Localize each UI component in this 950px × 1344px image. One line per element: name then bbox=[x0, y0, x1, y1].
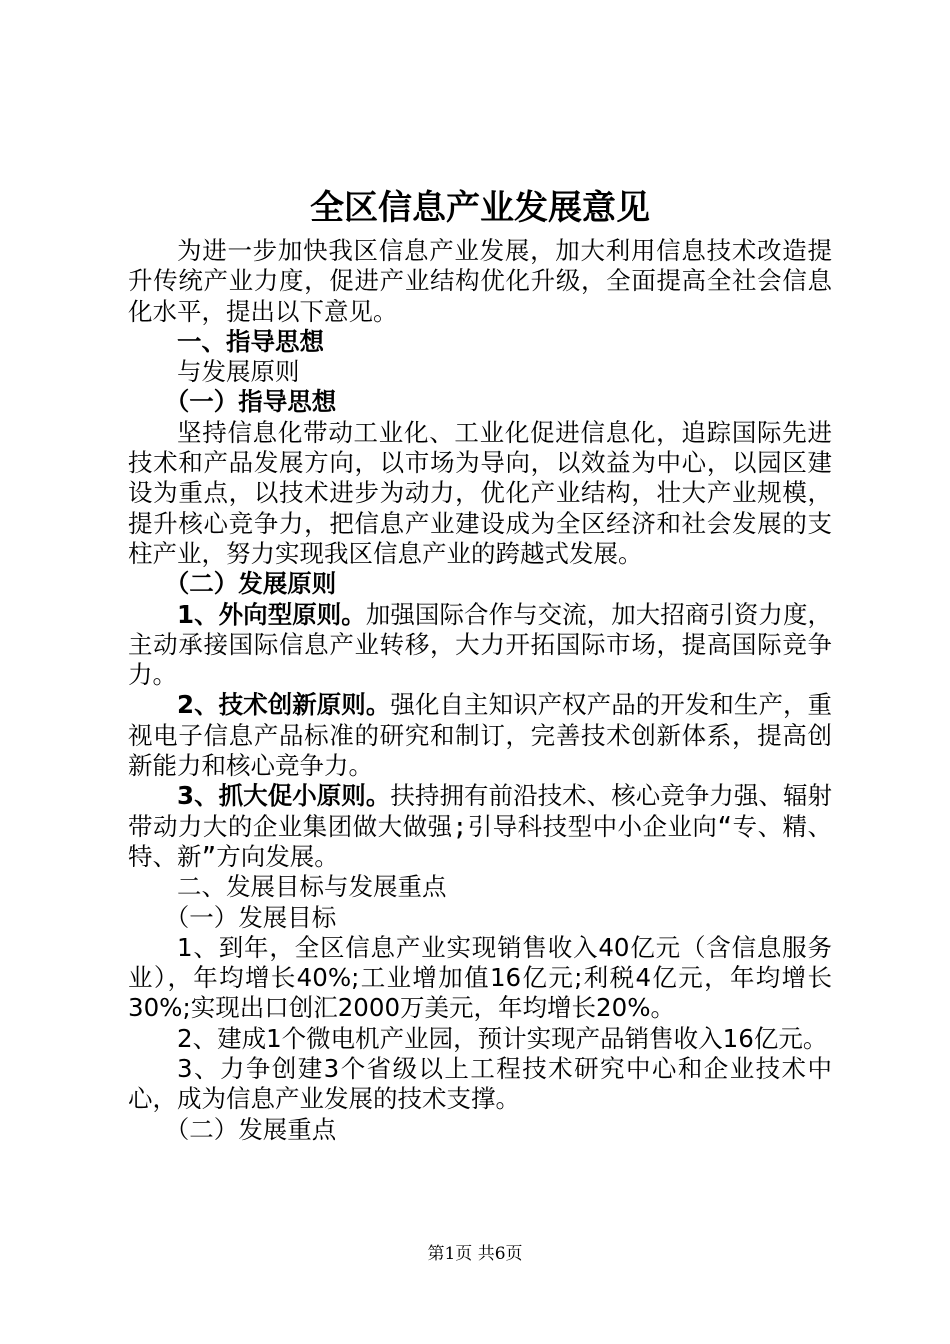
principle-item-text: 扶持拥有前沿技术、核心竞争力强、辐射带动力大的企业集团做大做强;引导科技型中小企业向“专、精、特、新”方向发展。 bbox=[128, 781, 833, 871]
principle-item bbox=[128, 600, 832, 691]
principle-item bbox=[128, 690, 832, 781]
principle-item-text: 加强国际合作与交流，加大招商引资力度，主动承接国际信息产业转移，大力开拓国际市场，提高国际竞争力。 bbox=[128, 599, 833, 690]
goal-item: 2、建成1个微电机产业园，预计实现产品销售收入16亿元。 bbox=[177, 1023, 828, 1053]
section1-heading: 一、指导思想 bbox=[177, 326, 324, 356]
section2-sub2-heading: （二）发展重点 bbox=[164, 1114, 337, 1144]
principle-item-lead: 2、技术创新原则。 bbox=[177, 690, 391, 720]
section2-heading: 二、发展目标与发展重点 bbox=[177, 872, 447, 902]
principle-item-text: 强化自主知识产权产品的开发和生产，重视电子信息产品标准的研究和制订，完善技术创新体系，提高创新能力和核心竞争力。 bbox=[128, 690, 833, 781]
section1-sub1-heading: （一）指导思想 bbox=[164, 387, 337, 417]
section2-sub1-heading: （一）发展目标 bbox=[164, 902, 337, 932]
document-body bbox=[128, 236, 832, 1145]
section1-sub1-paragraph: 坚持信息化带动工业化、工业化促进信息化，追踪国际先进技术和产品发展方向，以市场为导向，以效益为中心，以园区建设为重点，以技术进步为动力，优化产业结构，壮大产业规模，提升核心竞争力，把信息产业建设成为全区经济和社会发展的支柱产业，努力实现我区信息产业的跨越式发展。 bbox=[128, 417, 832, 568]
principle-item-lead: 3、抓大促小原则。 bbox=[177, 781, 391, 811]
intro-paragraph: 为进一步加快我区信息产业发展，加大利用信息技术改造提升传统产业力度，促进产业结构优化升级，全面提高全社会信息化水平，提出以下意见。 bbox=[128, 236, 832, 326]
page-number-footer: 第1页 共6页 bbox=[427, 1244, 523, 1264]
principle-item bbox=[128, 781, 832, 872]
document-title: 全区信息产业发展意见 bbox=[310, 188, 650, 228]
document-page bbox=[128, 0, 832, 1344]
section1-sub2-heading: （二）发展原则 bbox=[164, 569, 337, 599]
goal-item: 3、力争创建3个省级以上工程技术研究中心和企业技术中心，成为信息产业发展的技术支撑。 bbox=[128, 1054, 832, 1114]
section1-heading-continuation: 与发展原则 bbox=[177, 357, 300, 387]
goal-item: 1、到年，全区信息产业实现销售收入40亿元（含信息服务业），年均增长40%;工业增加值16亿元;利税4亿元，年均增长30%;实现出口创汇2000万美元，年均增长20%。 bbox=[128, 932, 832, 1023]
principle-item-lead: 1、外向型原则。 bbox=[177, 599, 366, 629]
